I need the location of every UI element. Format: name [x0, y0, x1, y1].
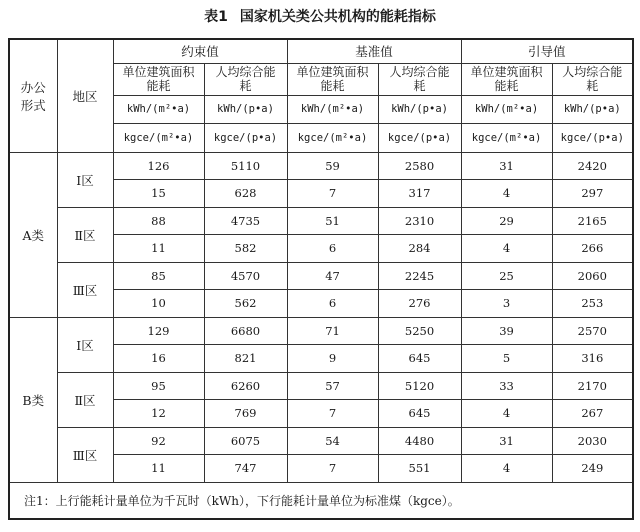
region-label: Ⅱ区: [57, 207, 113, 262]
value-cell: 316: [552, 345, 633, 373]
value-cell: 4: [461, 455, 552, 483]
value-cell: 747: [204, 455, 287, 483]
value-cell: 33: [461, 372, 552, 400]
value-cell: 3: [461, 290, 552, 318]
header-per-capita-energy: 人均综合能 耗: [204, 63, 287, 95]
table-row: [9, 262, 633, 290]
value-cell: 4735: [204, 207, 287, 235]
value-cell: 7: [287, 455, 378, 483]
value-cell: 4480: [378, 427, 461, 455]
value-cell: 317: [378, 180, 461, 208]
value-cell: 5: [461, 345, 552, 373]
value-cell: 95: [113, 372, 204, 400]
value-cell: 29: [461, 207, 552, 235]
unit-kgce-person: kgce/(p•a): [552, 123, 633, 152]
value-cell: 284: [378, 235, 461, 263]
value-cell: 2165: [552, 207, 633, 235]
header-region: 地区: [57, 39, 113, 152]
value-cell: 5120: [378, 372, 461, 400]
value-cell: 7: [287, 180, 378, 208]
value-cell: 7: [287, 400, 378, 428]
value-cell: 2030: [552, 427, 633, 455]
table-row: [9, 152, 633, 180]
value-cell: 551: [378, 455, 461, 483]
value-cell: 31: [461, 427, 552, 455]
unit-kgce-person: kgce/(p•a): [378, 123, 461, 152]
value-cell: 129: [113, 317, 204, 345]
unit-kwh-area: kWh/(m²•a): [113, 95, 204, 123]
unit-kwh-area: kWh/(m²•a): [287, 95, 378, 123]
value-cell: 4570: [204, 262, 287, 290]
region-label: Ⅲ区: [57, 262, 113, 317]
value-cell: 9: [287, 345, 378, 373]
value-cell: 54: [287, 427, 378, 455]
value-cell: 31: [461, 152, 552, 180]
value-cell: 2060: [552, 262, 633, 290]
value-cell: 126: [113, 152, 204, 180]
header-office-form: 办公 形式: [9, 39, 57, 152]
table-caption: 国家机关类公共机构的能耗指标: [239, 9, 436, 25]
value-cell: 645: [378, 345, 461, 373]
value-cell: 253: [552, 290, 633, 318]
value-cell: 562: [204, 290, 287, 318]
header-area-energy: 单位建筑面积 能耗: [287, 63, 378, 95]
value-cell: 2580: [378, 152, 461, 180]
unit-kgce-area: kgce/(m²•a): [461, 123, 552, 152]
value-cell: 2420: [552, 152, 633, 180]
table-row: [9, 427, 633, 455]
table-row: [9, 372, 633, 400]
unit-kgce-area: kgce/(m²•a): [113, 123, 204, 152]
value-cell: 266: [552, 235, 633, 263]
category-label: A类: [9, 152, 57, 317]
header-area-energy: 单位建筑面积 能耗: [461, 63, 552, 95]
table-row: [9, 317, 633, 345]
header-baseline-value: 基准值: [287, 39, 461, 63]
table-title: [0, 6, 640, 26]
value-cell: 2170: [552, 372, 633, 400]
region-label: Ⅰ区: [57, 317, 113, 372]
value-cell: 2245: [378, 262, 461, 290]
region-label: Ⅱ区: [57, 372, 113, 427]
value-cell: 582: [204, 235, 287, 263]
value-cell: 15: [113, 180, 204, 208]
unit-kgce-person: kgce/(p•a): [204, 123, 287, 152]
value-cell: 6: [287, 290, 378, 318]
value-cell: 769: [204, 400, 287, 428]
value-cell: 276: [378, 290, 461, 318]
table-note: 注1：上行能耗计量单位为千瓦时（kWh），下行能耗计量单位为标准煤（kgce）。: [9, 482, 633, 519]
value-cell: 25: [461, 262, 552, 290]
value-cell: 4: [461, 180, 552, 208]
unit-kwh-person: kWh/(p•a): [204, 95, 287, 123]
value-cell: 51: [287, 207, 378, 235]
header-per-capita-energy: 人均综合能 耗: [378, 63, 461, 95]
value-cell: 59: [287, 152, 378, 180]
header-area-energy: 单位建筑面积 能耗: [113, 63, 204, 95]
value-cell: 47: [287, 262, 378, 290]
category-label: B类: [9, 317, 57, 482]
value-cell: 71: [287, 317, 378, 345]
value-cell: 6260: [204, 372, 287, 400]
energy-index-table: [8, 38, 634, 520]
header-constraint-value: 约束值: [113, 39, 287, 63]
value-cell: 16: [113, 345, 204, 373]
region-label: Ⅰ区: [57, 152, 113, 207]
value-cell: 6680: [204, 317, 287, 345]
value-cell: 297: [552, 180, 633, 208]
header-guide-value: 引导值: [461, 39, 633, 63]
unit-kwh-area: kWh/(m²•a): [461, 95, 552, 123]
value-cell: 2570: [552, 317, 633, 345]
value-cell: 5110: [204, 152, 287, 180]
value-cell: 4: [461, 400, 552, 428]
value-cell: 57: [287, 372, 378, 400]
value-cell: 2310: [378, 207, 461, 235]
value-cell: 5250: [378, 317, 461, 345]
value-cell: 821: [204, 345, 287, 373]
header-per-capita-energy: 人均综合能 耗: [552, 63, 633, 95]
value-cell: 628: [204, 180, 287, 208]
value-cell: 85: [113, 262, 204, 290]
value-cell: 39: [461, 317, 552, 345]
region-label: Ⅲ区: [57, 427, 113, 482]
value-cell: 10: [113, 290, 204, 318]
value-cell: 11: [113, 235, 204, 263]
table-row: [9, 207, 633, 235]
unit-kwh-person: kWh/(p•a): [378, 95, 461, 123]
value-cell: 12: [113, 400, 204, 428]
unit-kgce-area: kgce/(m²•a): [287, 123, 378, 152]
value-cell: 92: [113, 427, 204, 455]
value-cell: 4: [461, 235, 552, 263]
value-cell: 645: [378, 400, 461, 428]
value-cell: 6: [287, 235, 378, 263]
value-cell: 249: [552, 455, 633, 483]
value-cell: 267: [552, 400, 633, 428]
table-number: 表1: [204, 9, 228, 25]
value-cell: 11: [113, 455, 204, 483]
value-cell: 6075: [204, 427, 287, 455]
unit-kwh-person: kWh/(p•a): [552, 95, 633, 123]
value-cell: 88: [113, 207, 204, 235]
